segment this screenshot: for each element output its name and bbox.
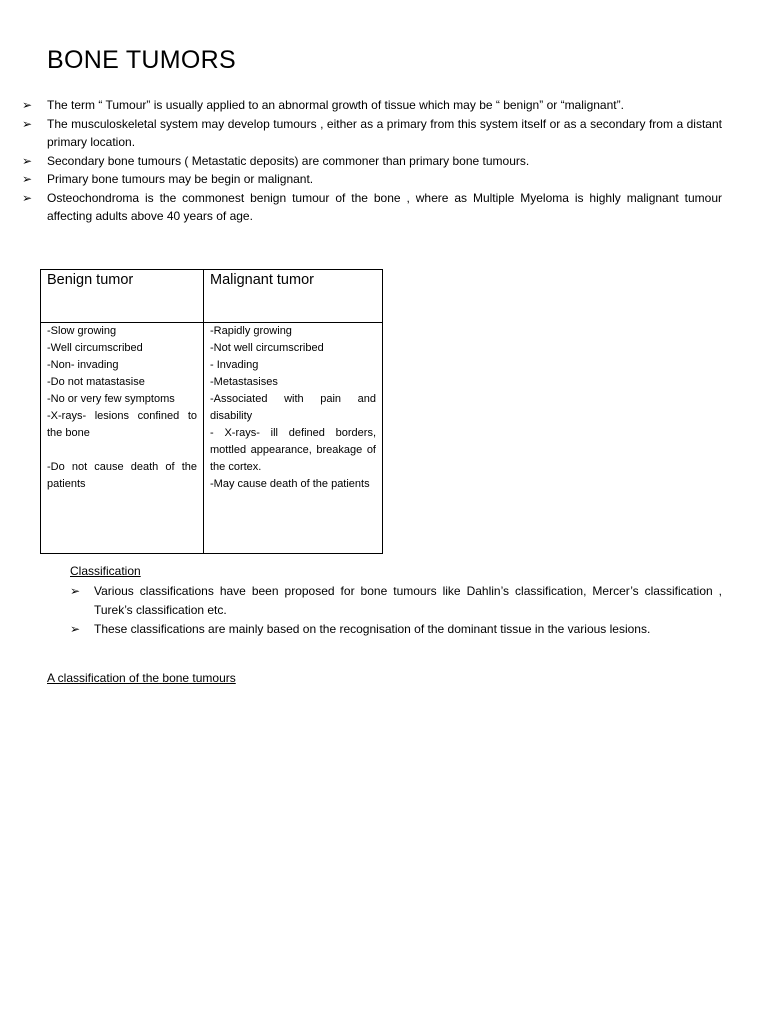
arrow-bullet-icon: ➢	[70, 584, 81, 598]
malignant-feature: - X-rays- ill defined borders, mottled appearance, breakage of the cortex.	[210, 427, 376, 473]
list-item	[22, 170, 722, 189]
malignant-feature: -Metastasises	[210, 376, 278, 388]
list-item	[22, 115, 722, 152]
list-item	[70, 582, 722, 620]
list-item	[22, 152, 722, 171]
bullet-text: Various classifications have been proposed for bone tumours like Dahlin’s classification, Mercer’s classification , Turek’s classification etc.	[94, 584, 722, 617]
arrow-bullet-icon: ➢	[22, 172, 33, 186]
arrow-bullet-icon: ➢	[22, 116, 33, 131]
bullet-text: Secondary bone tumours ( Metastatic deposits) are commoner than primary bone tumours.	[47, 153, 530, 168]
benign-feature: -No or very few symptoms	[47, 393, 175, 405]
benign-feature: -Do not cause death of the patients	[47, 461, 197, 490]
bullet-text: Primary bone tumours may be begin or malignant.	[47, 172, 314, 186]
benign-feature: -Non- invading	[47, 359, 119, 371]
arrow-bullet-icon: ➢	[22, 190, 33, 205]
malignant-feature: - Invading	[210, 359, 259, 371]
list-item	[22, 189, 722, 226]
arrow-bullet-icon: ➢	[22, 98, 33, 112]
page-title: BONE TUMORS	[47, 46, 236, 74]
list-item	[22, 96, 722, 115]
arrow-bullet-icon: ➢	[70, 622, 81, 636]
classification-heading: Classification	[70, 564, 141, 578]
table-header-row	[41, 270, 383, 323]
intro-bullet-list	[22, 96, 722, 226]
benign-feature: -X-rays- lesions confined to the bone	[47, 410, 197, 439]
malignant-header: Malignant tumor	[204, 270, 383, 323]
bullet-text: The musculoskeletal system may develop tumours , either as a primary from this system itself or as a secondary from a distant primary location.	[47, 116, 722, 149]
malignant-feature: -Associated with pain and disability	[210, 393, 376, 422]
malignant-cell	[204, 323, 383, 554]
benign-feature: -Do not matastasise	[47, 376, 145, 388]
bullet-text: These classifications are mainly based on the recognisation of the dominant tissue in the various lesions.	[94, 622, 651, 636]
bullet-text: Osteochondroma is the commonest benign tumour of the bone , where as Multiple Myeloma is highly malignant tumour affecting adults above 40 years of age.	[47, 190, 722, 223]
list-item	[70, 620, 722, 639]
benign-feature-spacer	[47, 442, 197, 459]
benign-header: Benign tumor	[41, 270, 204, 323]
benign-feature: -Well circumscribed	[47, 342, 143, 354]
malignant-feature: -Not well circumscribed	[210, 342, 324, 354]
benign-cell	[41, 323, 204, 554]
malignant-feature: -May cause death of the patients	[210, 478, 370, 490]
benign-vs-malignant-table	[40, 269, 383, 554]
classification-bullet-list	[70, 582, 722, 639]
benign-feature: -Slow growing	[47, 325, 117, 337]
malignant-feature: -Rapidly growing	[210, 325, 292, 337]
arrow-bullet-icon: ➢	[22, 153, 33, 168]
section-heading: A classification of the bone tumours	[47, 671, 236, 685]
table-row	[41, 323, 383, 554]
bullet-text: The term “ Tumour” is usually applied to an abnormal growth of tissue which may be “ benign” or “malignant”.	[47, 98, 624, 112]
